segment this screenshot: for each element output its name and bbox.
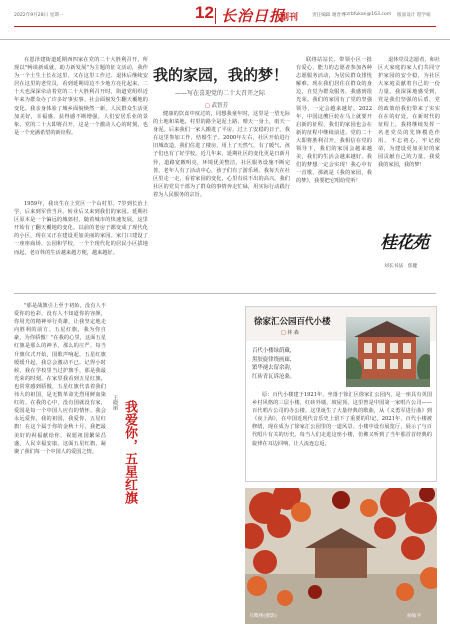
issue-date: 2022年9月28日 星期一 xyxy=(14,13,64,18)
main-article-subtitle: ——写在喜迎党的二十大召开之际 xyxy=(175,90,266,97)
autumn-photo xyxy=(245,488,437,624)
header-rule xyxy=(14,26,436,27)
masthead-logo: 长治日报 xyxy=(221,7,286,25)
main-article-body-right: 联络站站长、带领小区一批有爱心、能力的志愿者参加各种志愿服务活动，为居民群众排忧解难。现在我们居住在群众的身边，自觉为群众服务，我感到很光荣。我们的家园有了党的坚强领导，一定会越来越好。2022年，中国这艘巨轮在马上就要开启新的征程，我们的家园也会在新的征程中继续前进。党的二十大即将胜利召开，我相信在党的领导下，我们的家园会越来越美，我们的生活会越来越好，我们的梦想一定会实现！我心中有一首歌，那就是《我的家园，我的梦》，我要把它唱给党听！ xyxy=(296,57,372,185)
love-article-body: "那是战旗引上至于初始，没有人不爱你的色彩，没有人不知道你的容颜，你用光的精神举行英雄，让我坚定地走向胜利的前方。五星红旗，我为你自豪，为你骄傲！"在我的心里，这面五星红旗是那么的神圣，那么的庄严。每当升旗仪式开始，国歌声响起，五星红旗缓缓升起，我总会激动不已。记得小时候，我在学校里当过护旗手，那是我最光荣的时刻。在家里我看到五星红旗，也常常感到骄傲，五星红旗代表着我们伟大的祖国，是无数革命先烈用鲜血染红的。在我的心中，没有国就没有家，爱国是每一个中国人应有的情怀。我会永远爱你，我的祖国，我爱你，五星红旗！在这个属于你的金秋十月，我把最美好的祝福献给你，祝愿祖国繁荣昌盛，人民幸福安康。这面五星红旗，凝聚了我们每一个中国人的爱国之情。 xyxy=(14,303,106,455)
building-photo xyxy=(346,317,430,387)
main-article-title: 我的家园，我的梦！ xyxy=(153,66,289,84)
design-credit: 版面设计 程学娟 xyxy=(397,13,431,18)
love-article-body-continued xyxy=(148,302,238,622)
author-ornament-icon: □ xyxy=(281,330,286,336)
author-ornament-icon: □ xyxy=(205,103,210,109)
autumn-leaves-illustration xyxy=(245,488,437,624)
column-name: 副刊 xyxy=(280,13,299,23)
love-article-heading xyxy=(112,395,142,515)
header-divider xyxy=(215,8,216,24)
page-number: 12 xyxy=(195,3,214,22)
photo-caption: 乌鹭楼(摄影) xyxy=(249,614,277,619)
calligraphy-artwork: 桂花苑 xyxy=(380,233,428,253)
editor-credit: 责任编辑 谢晋秀 xyxy=(312,13,346,18)
editor-email: czrbfukan@163.com xyxy=(344,12,392,17)
photo-credit: 杨敏平 xyxy=(407,614,422,619)
main-article-body-far-right: 退休党员志愿者，和社区大家庭的家人们共同守护家园的安全稳，为社区大家庭贡献着自己的一份力量。我深深地感受到，党是我们坚强的后盾，党的政策给我们带来了实实在在的好处。在新时代的征程上，我将继续发挥一名老党员的先锋模范作用，不忘初心，牢记使命，为建设更加美好的家园贡献自己的力量。我爱我的家园，我的梦！ xyxy=(378,57,440,169)
calligraphy-block xyxy=(378,210,440,288)
main-article-body-left-2: 1959年，我出生在上党区一个山村里。7岁到长治上学，后来到军营当兵，转业后又来到我们的家园。延期社区原本是一个偏远的城郊村，随着城市的快速发展，这里开始有了翻天覆地的变化。以前的老房子都变成了现代化的小区，现在又正在建设更加美丽的家园。家门口建设了一座座商场、公园和学校，一个个现代化的居民小区拔地而起，老百姓的生活越来越方便，越来越好。 xyxy=(14,201,148,256)
main-article-body-mid: 健康的饮食中度过的，同想我童年时，这里是一望无际的土地和菜地，村里的路全是泥土路，晴天一身土，雨天一身泥。后来我们一家人搬进了平房，过上了安稳的日子。我在这里参加工作，结婚生子。2000年左右，社区开始进行旧城改造，我们住进了楼房，用上了天然气，有了暖气，孩子们也有了好学校。近几年来，延期社区的变化更是日新月异，道路宽敞明亮，环境优美整洁，社区服务设施不断完善，老年人有了活动中心，孩子们有了游乐场。我每天在社区里走一走，看着家园的变化，心里有说不出的高兴。我们社区的党员干部为了群众的事情奔走忙碌，用实际行动践行着为人民服务的宗旨。 xyxy=(153,111,290,198)
building-illustration xyxy=(346,317,430,387)
calligraphy-credit: 刘长书法 焦健 xyxy=(384,264,418,269)
building-article-poem: 百代小楼绿荫藏， 黑胶旋律绕画廊， 繁华褪去留余韵， 红砖青瓦诉沧桑。 xyxy=(252,348,296,380)
love-article-author: 王晓丽 xyxy=(112,395,118,410)
main-article-body-left-1: 在恩泽建街道延期西四家在党的二十大胜利召开，所现以"畅谈新成就，助力新发展"为主题的征文活动，我作为一个土生土长在这里、又在这里工作过、退休后继续安居在这里的老党员，看到延期周边不少地方亮化起来，二十大也深深牵动着党的二十大胜利召开时，街道党组织近年来为群众办了许多好事实事。社会面貌发生翻天覆地的变化。我亲身体验了城乡面貌焕然一新，人民群众生活更加美好，幸福感、获得感不断增强，人们安居乐业的景象。党的二十大即将召开，这是一个激动人心的时刻，也是一个充满希望的新征程。 xyxy=(14,57,148,136)
page-header xyxy=(0,0,450,40)
section-divider xyxy=(14,293,436,294)
building-article-title: 徐家汇公园百代小楼 xyxy=(254,317,331,327)
building-article-body: 原：百代小楼建于1921年，坐落于徐汇区徐家汇公园内，是一座具有英国乡村风格的三层小楼，红砖外墙，坡屋顶。这里曾是中国第一家唱片公司——百代唱片公司的办公楼。这里诞生了大量经典的歌曲，从《义勇军进行曲》到《夜上海》，在中国近现代音乐史上留下了重要的印记。2021年，百代小楼被修缮，现在成为了徐家汇公园里的一道风景。小楼中设有展览厅，展示了与百代唱片有关的历史。每当人们走进这座小楼，仿佛又听到了当年那首首经典的旋律在耳边回响，让人流连忘返。 xyxy=(252,392,432,447)
love-article-title: 我爱你，五星红旗 xyxy=(122,400,137,504)
building-article-box xyxy=(245,306,437,482)
main-article-author: □ 武智芳 xyxy=(205,103,228,109)
building-article-author: □ 林 森 xyxy=(281,330,299,336)
